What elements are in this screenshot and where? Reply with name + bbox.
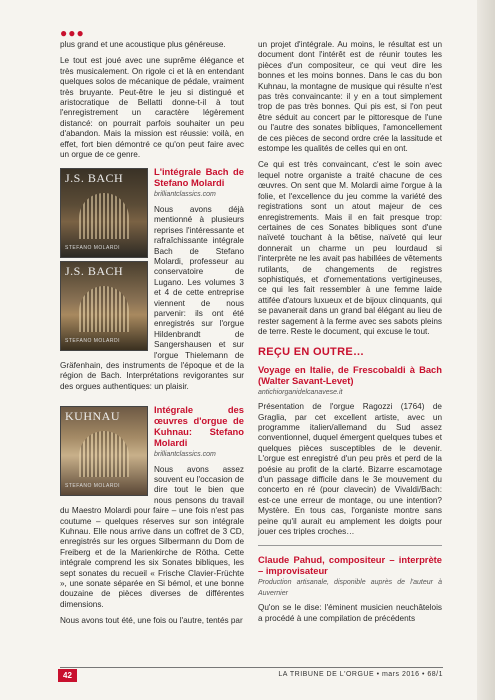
paragraph: Nous avons tout été, une fois ou l'autre, tentés par	[60, 616, 243, 626]
album-cover-image	[60, 261, 148, 351]
cover-subtitle: STEFANO MOLARDI	[65, 245, 121, 252]
organ-pipes-graphic	[79, 286, 129, 332]
review-bach	[60, 166, 244, 398]
item-title: Voyage en Italie, de Frescobaldi à Bach (Walter Savant-Levet)	[258, 363, 442, 386]
cover-subtitle: STEFANO MOLARDI	[65, 338, 121, 345]
item-text: Qu'on se le dise: l'éminent musicien neuchâtelois a procédé à une compilation de précédents	[258, 603, 442, 623]
item-text: Présentation de l'orgue Ragozzi (1764) de Graglia, par cet excellent artiste, avec un programme italien/allemand du Sud assez conventionnel, duquel émergent quelques tubes et quelques pièces susceptibles de le devenir. L'orgue est enregistré d'un peu près et perd de la poésie au profit de la clarté. Bizarre escamotage d'un passage difficile dans le 3e mouvement du concerto en ré (pour clavecin) de Vivaldi/Bach: est-ce une erreur de montage, ou une intention? Mystère. En tous cas, l'organiste montre sans peine qu'il aurait eu amplement les doigts pour jouer ces triples croches…	[258, 402, 442, 537]
page-number: 42	[58, 669, 77, 682]
item-source: Production artisanale, disponible auprès de l'auteur à Auvernier	[258, 579, 442, 597]
ellipsis-marker-icon: ●●●	[60, 26, 85, 40]
divider	[258, 545, 442, 546]
review-source: brilliantclassics.com	[154, 191, 216, 199]
review-text: Nous avons déjà mentionné à plusieurs reprises l'intéressante et rafraîchissante intégrale Bach de Stefano Molardi, professeur au conservatoire de Lugano. Les volumes 3 et 4 de cette entreprise viennent de nous parvenir: ils ont été enregistrés sur l'orgue Hildenbrandt de Sangershausen et sur l'orgue Thielemann de Gräfenhain, des instruments de l'époque et de la région de Bach. Interprétations revigorantes sur des orgues authentiques: un plaisir.	[60, 204, 244, 391]
item-source: antichiorganidelcanavese.it	[258, 388, 343, 396]
paragraph: un projet d'intégrale. Au moins, le résultat est un document dont l'intérêt est de réunir toutes les pièces d'un compositeur, ce qui veut dire les bonnes et les moins bonnes. Dans le cas du bon Kuhnau, la montagne de musique qui résulte n'est pas très convaincante: il y en a tout simplement trop de pas très bonnes. Qui pis est, si l'on peut être séduit au concert par le pittoresque de l'une ou l'autre des sonates bibliques, l'amoncellement de ces pièces de second ordre crée la lassitude et estompe les qualités de celles qui en ont.	[258, 40, 442, 154]
review-text: Nous avons assez souvent eu l'occasion de dire tout le bien que nous pensons du travail du Maestro Molardi pour faire – une fois n'est pas coutume – quelques réserves sur son intégrale Kuhnau. Elle nous arrive dans un coffret de 3 CD, enregistrés sur les orgues Silbermann du Dom de Freiberg et de la Marienkirche de Rötha. Cette intégrale comprend les six Sonates bibliques, les sept sonates du recueil « Frische Clavier-Früchte », une sonate séparée en Si bémol, et une bonne douzaine de pièces diverses de différentes dimensions.	[60, 464, 244, 609]
section-heading: REÇU EN OUTRE…	[258, 346, 365, 359]
journal-info: LA TRIBUNE DE L'ORGUE • mars 2016 • 68/1	[278, 671, 443, 678]
review-title: Intégrale des œuvres d'orgue de Kuhnau: Stefano Molardi	[154, 404, 244, 449]
album-cover-image	[60, 406, 148, 496]
cover-title: J.S. BACH	[65, 171, 124, 186]
page-footer	[60, 667, 443, 682]
item-title: Claude Pahud, compositeur – interprète – improvisateur	[258, 554, 442, 577]
album-covers-bach	[60, 168, 146, 351]
paragraph: Ce qui est très convaincant, c'est le soin avec lequel notre organiste a traité chacune de ces œuvres. On sent que M. Molardi aime l'orgue à la folie, et l'excellence du jeu comme la variété des registrations sont un atout majeur de ces enregistrements. Mais il en fait presque trop: certaines de ces Sonates bibliques sont d'une naïveté touchant à la bêtise, naïveté qui leur donnerait un charme un peu lourdaud si l'interprète ne les avait pas habillées de vêtements rutilants, de changements de registres sophistiqués, et d'ornementations vertigineuses, ce qui les fait ressembler à une femme laide attifée d'atours luxueux et de bijoux clinquants, qui se pavanerait dans un grand bal élégant au lieu de rester sagement à la ferme avec ses sabots pleins de terre. Reste le document, qui excuse le tout.	[258, 160, 442, 336]
review-title: L'intégrale Bach de Stefano Molardi	[154, 166, 244, 189]
organ-pipes-graphic	[79, 193, 129, 239]
album-cover-kuhnau	[60, 406, 146, 496]
left-column	[60, 40, 244, 633]
right-column	[258, 40, 442, 630]
review-source: brilliantclassics.com	[154, 451, 216, 459]
cover-title: KUHNAU	[65, 409, 120, 424]
cover-subtitle: STEFANO MOLARDI	[65, 482, 121, 489]
paragraph: Le tout est joué avec une suprême élégance et très musicalement. On rigole ci et là en entendant quelques solos de mécanique de pédale, vraiment très bruyante. Peut-être le jeu si distingué et aristocratique de Bellatti donne-t-il à tout l'enregistrement un caractère légèrement distancé: on pourrait parfois souhaiter un peu d'abandon. Mais la mission est réussie: voilà, en effet, fort bien démontré ce qu'on peut faire avec un orgue de ce genre.	[60, 56, 244, 160]
paragraph: plus grand et une acoustique plus généreuse.	[60, 40, 226, 49]
cover-title: J.S. BACH	[65, 264, 124, 279]
organ-pipes-graphic	[79, 431, 129, 477]
album-cover-image	[60, 168, 148, 258]
page-spine-shadow	[477, 0, 495, 700]
review-kuhnau	[60, 404, 244, 616]
